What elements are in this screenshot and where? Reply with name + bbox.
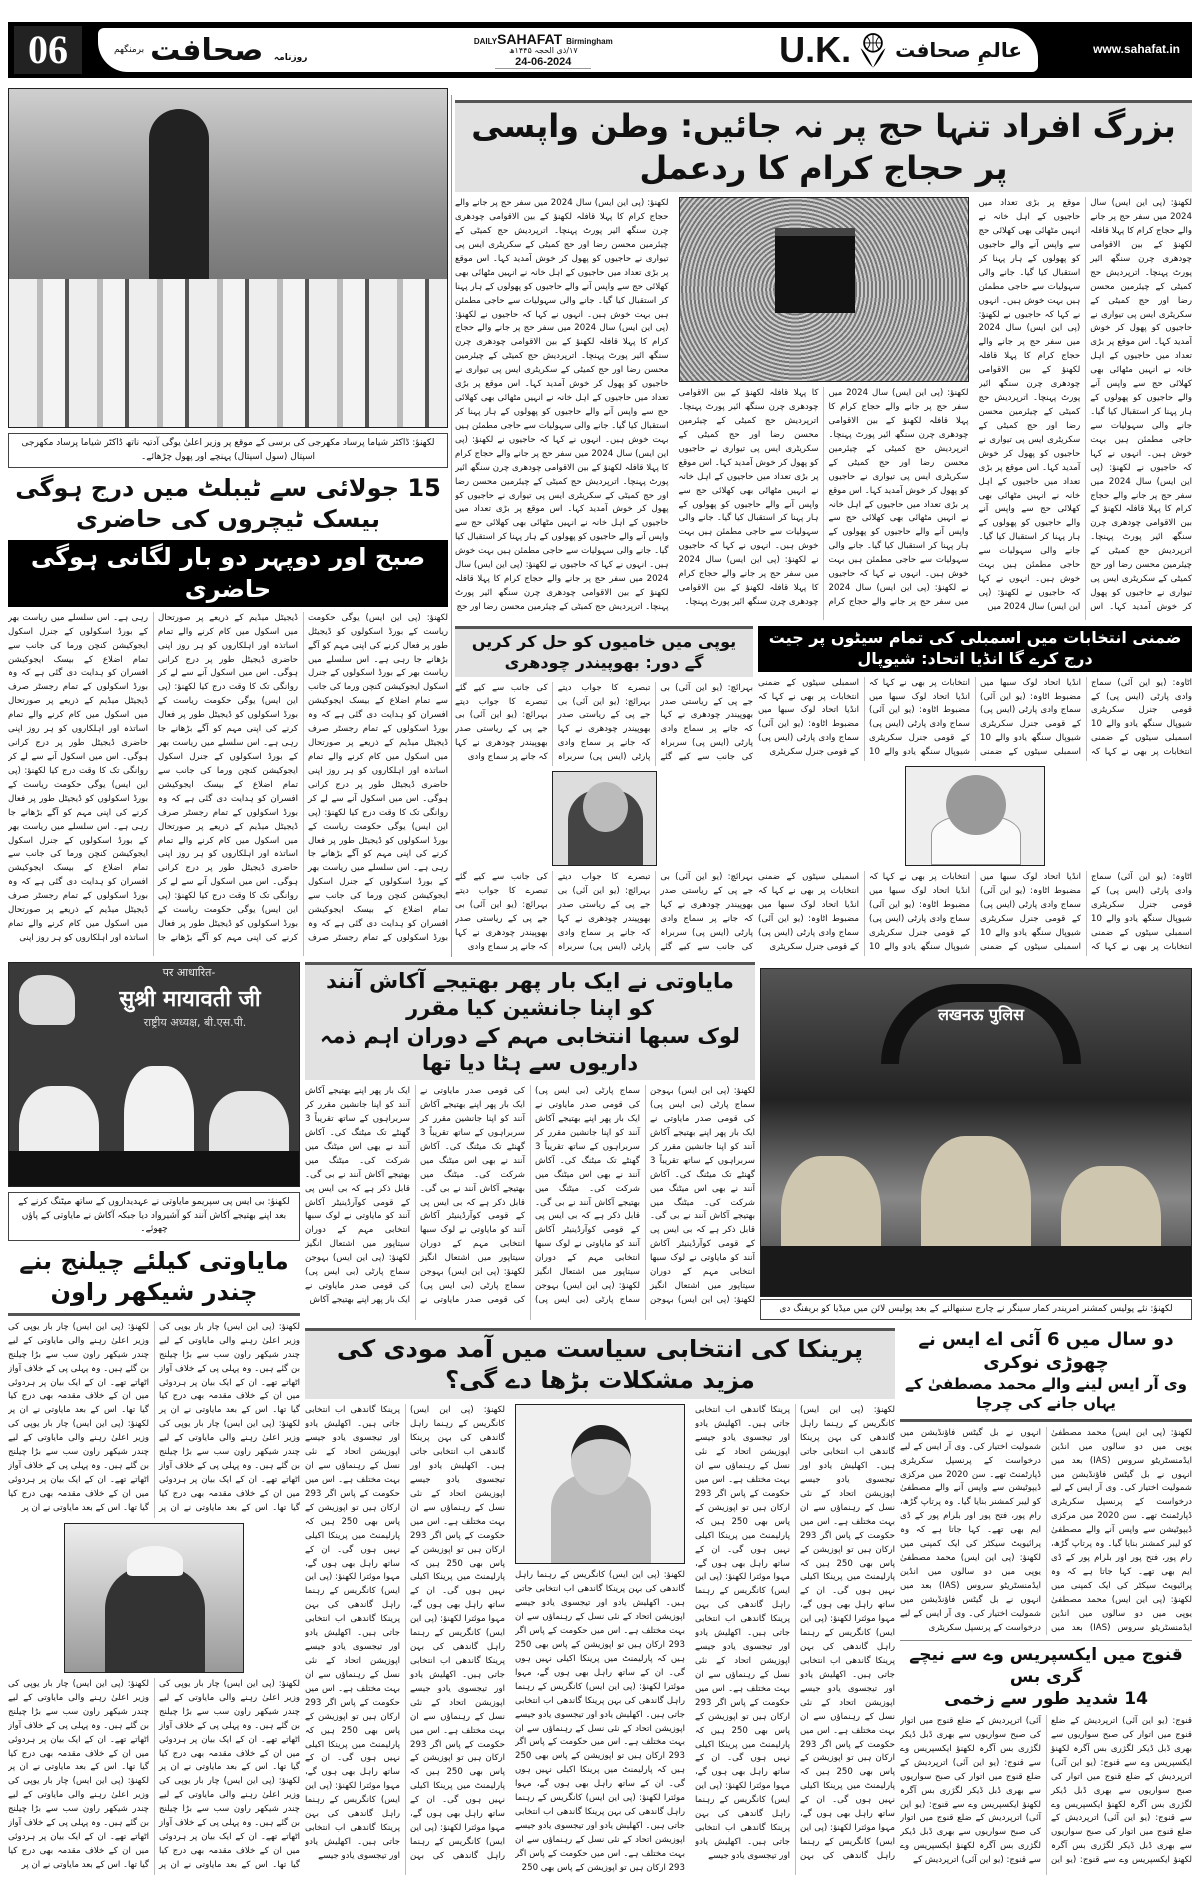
ias-headline-line2: وی آر ایس لینے والے محمد مصطفیٰ کے یہاں جانے کی چرچا	[905, 1374, 1187, 1413]
statue-tribute-photo	[8, 88, 448, 428]
banner-text-2: सुश्री मायावती जी	[119, 987, 261, 1012]
mayawati-photo-caption: لکھنؤ: بی ایس پی سپریمو مایاوتی نے عہدیداروں کے ساتھ میٹنگ کرنے کے بعد اپنے بھتیجے آکاش آنند کو آشیرواد دیا جبکہ آکاش نے مایاوتی کے پاؤں چھوئے۔	[8, 1192, 300, 1241]
ias-kannauj-section	[900, 1328, 1192, 1875]
mayawati-meeting-photo	[8, 962, 300, 1187]
police-sign-text: लखनऊ पुलिस	[938, 1005, 1024, 1024]
police-briefing-photo	[760, 968, 1192, 1297]
website-link[interactable]: www.sahafat.in	[1093, 42, 1180, 56]
paper-prefix: روزنامہ	[273, 52, 308, 63]
column-divider	[451, 95, 452, 957]
kannauj-headline-line1: قنوج میں ایکسپریس وے سے نیچے گری بس	[909, 1644, 1183, 1687]
mayawati-headline	[305, 962, 755, 1080]
ias-headline	[900, 1328, 1192, 1414]
bhupendra-article-body-continued: بہرائچ: (یو این آئی) بی جے پی کے ریاستی صدر بھوپیندر چودھری نے کہا کہ جانے پر سماج وادی پارٹی (ایس پی) سربراہ کی جانب سے کیے گئے تبصرے کا جواب دیتے بہرائچ: (یو این آئی) بی جے پی کے ریاستی صدر بھوپیندر چودھری نے کہا کہ جانے پر سماج وادی پارٹی (ایس پی) سربراہ کی جانب سے کیے گئے تبصرے کا جواب دیتے بہرائچ: (یو این آئی) بی جے پی کے ریاستی صدر بھوپیندر چودھری نے کہا کہ جانے پر سماج وادی	[455, 872, 753, 952]
haj-article-body: لکھنؤ: (پی این ایس) سال 2024 میں سفر حج پر جانے والے حجاج کرام کا پہلا قافلہ لکھنؤ کے بین الاقوامی چودھری چرن سنگھ ائیر پورٹ پہنچا۔ اترپردیش حج کمیٹی کے چیئرمین محسن رضا اور حج کمیٹی کے سکریٹری ایس پی تیواری نے حاجیوں کو پھول کر خوش آمدید کہا۔ اس موقع پر بڑی تعداد میں حاجیوں کے اہل خانہ نے انہیں مٹھائی بھی کھلائی حج سے واپس آنے والے حاجیوں کو پھولوں کے ہار پہنا کر استقبال کیا گیا۔ جانے والی سہولیات سے حاجی مطمئن ہیں بہت خوش ہیں۔ انہوں نے کہا کہ حاجیوں نے لکھنؤ: (پی این ایس) سال 2024 میں سفر حج پر جانے والے حجاج کرام کا پہلا قافلہ لکھنؤ کے بین الاقوامی چودھری چرن سنگھ ائیر پورٹ پہنچا۔ اترپردیش حج کمیٹی کے چیئرمین محسن رضا اور حج کمیٹی کے سکریٹری ایس پی تیواری نے حاجیوں کو پھول کر خوش آمدید کہا۔ اس موقع پر بڑی تعداد میں حاجیوں کے اہل خانہ نے انہیں مٹھائی بھی کھلائی حج سے واپس آنے والے حاجیوں کو پھولوں کے ہار پہنا کر استقبال کیا گیا۔ جانے والی سہولیات سے حاجی مطمئن ہیں بہت خوش ہیں۔ انہوں نے کہا کہ حاجیوں نے لکھنؤ: (پی این ایس) سال 2024 میں سفر حج پر جانے والے حجاج کرام کا پہلا قافلہ لکھنؤ کے بین الاقوامی چودھری چرن سنگھ ائیر پورٹ پہنچا۔ اترپردیش حج کمیٹی کے چیئرمین محسن رضا اور حج کمیٹی کے سکریٹری ایس پی تیواری نے حاجیوں کو پھول کر خوش آمدید کہا۔ اس موقع پر بڑی تعداد میں حاجیوں کے اہل خانہ نے انہیں مٹھائی بھی کھلائی حج سے واپس آنے والے حاجیوں کو پھولوں کے ہار پہنا کر استقبال کیا گیا۔ جانے والی سہولیات سے حاجی مطمئن ہیں بہت خوش ہیں۔ انہوں نے کہا کہ حاجیوں نے لکھنؤ: (پی این ایس) سال 2024 میں	[978, 198, 1192, 612]
paper-name-text: صحافت	[150, 32, 264, 68]
date-block	[474, 31, 613, 69]
masthead	[8, 22, 1192, 78]
haj-headline: بزرگ افراد تنہا حج پر نہ جائیں: وطن واپسی پر حجاج کرام کا ردعمل	[455, 100, 1192, 192]
bhupendra-section	[455, 626, 753, 956]
brand-name: عالمِ صحافت	[895, 38, 1022, 62]
teachers-headline: 15 جولائی سے ٹیبلٹ میں درج ہوگی بیسک ٹیچروں کی حاضری	[15, 474, 441, 534]
haj-body-row	[455, 197, 1192, 620]
shivpal-article-body-continued: اٹاوہ: (یو این آئی) سماج وادی پارٹی (ایس پی) کے قومی جنرل سکریٹری شیوپال سنگھ یادو والے 10 اسمبلی سیٹوں کے ضمنی انتخابات پر بھی نے کہا کہ انڈیا اتحاد لوک سبھا میں مضبوط اٹاوہ: (یو این آئی) سماج وادی پارٹی (ایس پی) کے قومی جنرل سکریٹری شیوپال سنگھ یادو والے 10 اسمبلی سیٹوں کے ضمنی انتخابات پر بھی نے کہا کہ انڈیا اتحاد لوک سبھا میں مضبوط اٹاوہ: (یو این آئی) سماج وادی پارٹی (ایس پی) کے قومی جنرل سکریٹری شیوپال سنگھ یادو والے 10 اسمبلی سیٹوں کے ضمنی انتخابات پر بھی نے کہا کہ انڈیا اتحاد لوک سبھا میں مضبوط اٹاوہ: (یو این آئی) سماج وادی پارٹی (ایس پی) کے قومی جنرل سکریٹری	[758, 872, 1192, 952]
mayawati-headline-line1: مایاوتی نے ایک بار پھر بھتیجے آکاش آنند کو اپنا جانشین کیا مقرر	[326, 969, 734, 1021]
chandrashekhar-article-body-continued: لکھنؤ: (پی این ایس) چار بار یوپی کی وزیر اعلیٰ رہنے والی مایاوتی کے لیے چندر شیکھر راون سب سے بڑا چیلنج بن گئے ہیں۔ وہ پہلی پی کے خلاف آواز اٹھاتے تھے۔ ان کے ایک بیان پر ہردوئی میں ان کے خلاف مقدمہ بھی درج کیا گیا تھا۔ اس کے بعد مایاوتی نے ان پر لکھنؤ: (پی این ایس) چار بار یوپی کی وزیر اعلیٰ رہنے والی مایاوتی کے لیے چندر شیکھر راون سب سے بڑا چیلنج بن گئے ہیں۔ وہ پہلی پی کے خلاف آواز اٹھاتے تھے۔ ان کے ایک بیان پر ہردوئی میں ان کے خلاف مقدمہ بھی درج کیا گیا تھا۔ اس کے بعد مایاوتی نے ان پر لکھنؤ: (پی این ایس) چار بار یوپی کی وزیر اعلیٰ رہنے والی مایاوتی کے لیے چندر شیکھر راون سب سے بڑا چیلنج بن گئے ہیں۔ وہ پہلی پی کے خلاف آواز اٹھاتے تھے۔ ان کے ایک بیان پر ہردوئی میں ان کے خلاف مقدمہ بھی درج کیا گیا تھا۔ اس کے بعد مایاوتی نے ان پر لکھنؤ: (پی این ایس) چار بار یوپی کی وزیر اعلیٰ رہنے والی مایاوتی کے لیے چندر شیکھر راون سب سے بڑا چیلنج بن گئے ہیں۔ وہ پہلی پی کے خلاف آواز اٹھاتے تھے۔ ان کے ایک بیان پر ہردوئی میں ان کے خلاف مقدمہ بھی درج کیا گیا تھا۔ اس کے بعد مایاوتی نے ان پر	[8, 1678, 300, 1870]
chandrashekhar-headline: مایاوتی کیلئے چیلنج بنے چندر شیکھر راون	[19, 1246, 289, 1306]
edition-label: U.K.	[779, 29, 852, 70]
priyanka-photo-column	[515, 1404, 685, 1875]
priyanka-section	[305, 1328, 895, 1875]
masthead-inner	[98, 28, 1038, 72]
left-top-column	[8, 88, 448, 956]
shivpal-section	[758, 626, 1192, 956]
divider	[900, 1419, 1192, 1422]
mayawati-section	[305, 962, 755, 1320]
bhupendra-photo	[552, 771, 657, 866]
left-bottom-column	[8, 962, 300, 1875]
bhupendra-headline: یوپی میں خامیوں کو حل کر کریں گے دور: بھوپیندر چودھری	[455, 626, 753, 677]
paper-title-group	[114, 33, 307, 68]
page-number: 06	[14, 26, 82, 74]
priyanka-body-row	[305, 1404, 895, 1875]
kannauj-article-body: قنوج: (یو این آئی) اترپردیش کے ضلع قنوج میں اتوار کی صبح سواریوں سے بھری ڈبل ڈیکر لگژری بس آگرہ لکھنؤ ایکسپریس وے سے قنوج: (یو این آئی) اترپردیش کے ضلع قنوج میں اتوار کی صبح سواریوں سے بھری ڈبل ڈیکر لگژری بس آگرہ لکھنؤ ایکسپریس وے سے قنوج: (یو این آئی) اترپردیش کے ضلع قنوج میں اتوار کی صبح سواریوں سے بھری ڈبل ڈیکر لگژری بس آگرہ لکھنؤ ایکسپریس وے سے قنوج: (یو این آئی) اترپردیش کے ضلع قنوج میں اتوار کی صبح سواریوں سے بھری ڈبل ڈیکر لگژری بس آگرہ لکھنؤ ایکسپریس وے سے قنوج: (یو این آئی) اترپردیش کے ضلع قنوج میں اتوار کی صبح سواریوں سے بھری ڈبل ڈیکر لگژری بس آگرہ لکھنؤ ایکسپریس وے سے قنوج: (یو این آئی) اترپردیش کے ضلع قنوج میں اتوار کی صبح سواریوں سے بھری ڈبل ڈیکر لگژری بس آگرہ لکھنؤ ایکسپریس وے سے قنوج: (یو این آئی) اترپردیش کے	[900, 1716, 1192, 1866]
mayawati-headline-line2: لوک سبھا انتخابی مہم کے دوران اہم ذمہ داریوں سے ہٹا دیا تھا	[320, 1023, 740, 1075]
priyanka-photo	[515, 1404, 685, 1564]
haj-article-body-continued: لکھنؤ: (پی این ایس) سال 2024 میں سفر حج پر جانے والے حجاج کرام کا پہلا قافلہ لکھنؤ کے بین الاقوامی چودھری چرن سنگھ ائیر پورٹ پہنچا۔ اترپردیش حج کمیٹی کے چیئرمین محسن رضا اور حج کمیٹی کے سکریٹری ایس پی تیواری نے حاجیوں کو پھول کر خوش آمدید کہا۔ اس موقع پر بڑی تعداد میں حاجیوں کے اہل خانہ نے انہیں مٹھائی بھی کھلائی حج سے واپس آنے والے حاجیوں کو پھولوں کے ہار پہنا کر استقبال کیا گیا۔ جانے والی سہولیات سے حاجی مطمئن ہیں بہت خوش ہیں۔ انہوں نے کہا کہ حاجیوں نے لکھنؤ: (پی این ایس) سال 2024 میں سفر حج پر جانے والے حجاج کرام کا پہلا قافلہ لکھنؤ کے بین الاقوامی چودھری چرن سنگھ ائیر پورٹ پہنچا۔ اترپردیش حج کمیٹی کے چیئرمین محسن رضا اور حج کمیٹی کے سکریٹری ایس پی تیواری نے حاجیوں کو پھول کر خوش آمدید کہا۔ اس موقع پر بڑی تعداد میں حاجیوں کے اہل خانہ نے انہیں مٹھائی بھی کھلائی حج سے واپس آنے والے حاجیوں کو پھولوں کے ہار پہنا کر استقبال کیا گیا۔ جانے والی سہولیات سے حاجی مطمئن ہیں بہت خوش ہیں۔ انہوں نے کہا کہ حاجیوں نے لکھنؤ: (پی این ایس) سال 2024 میں سفر حج پر جانے والے حجاج کرام کا پہلا قافلہ لکھنؤ کے بین الاقوامی چودھری چرن سنگھ ائیر پورٹ پہنچا۔	[678, 388, 969, 608]
chandrashekhar-article-body: لکھنؤ: (پی این ایس) چار بار یوپی کی وزیر اعلیٰ رہنے والی مایاوتی کے لیے چندر شیکھر راون سب سے بڑا چیلنج بن گئے ہیں۔ وہ پہلی پی کے خلاف آواز اٹھاتے تھے۔ ان کے ایک بیان پر ہردوئی میں ان کے خلاف مقدمہ بھی درج کیا گیا تھا۔ اس کے بعد مایاوتی نے ان پر لکھنؤ: (پی این ایس) چار بار یوپی کی وزیر اعلیٰ رہنے والی مایاوتی کے لیے چندر شیکھر راون سب سے بڑا چیلنج بن گئے ہیں۔ وہ پہلی پی کے خلاف آواز اٹھاتے تھے۔ ان کے ایک بیان پر ہردوئی میں ان کے خلاف مقدمہ بھی درج کیا گیا تھا۔ اس کے بعد مایاوتی نے ان پر لکھنؤ: (پی این ایس) چار بار یوپی کی وزیر اعلیٰ رہنے والی مایاوتی کے لیے چندر شیکھر راون سب سے بڑا چیلنج بن گئے ہیں۔ وہ پہلی پی کے خلاف آواز اٹھاتے تھے۔ ان کے ایک بیان پر ہردوئی میں ان کے خلاف مقدمہ بھی درج کیا گیا تھا۔ اس کے بعد مایاوتی نے ان پر لکھنؤ: (پی این ایس) چار بار یوپی کی وزیر اعلیٰ رہنے والی مایاوتی کے لیے چندر شیکھر راون سب سے بڑا چیلنج بن گئے ہیں۔ وہ پہلی پی کے خلاف آواز اٹھاتے تھے۔ ان کے ایک بیان پر ہردوئی میں ان کے خلاف مقدمہ بھی درج کیا گیا تھا۔ اس کے بعد مایاوتی نے ان پر	[8, 1321, 300, 1513]
shivpal-headline: ضمنی انتخابات میں اسمبلی کی تمام سیٹوں پر جیت درج کرے گا انڈیا اتحاد: شیوپال	[758, 626, 1192, 672]
bhupendra-article-body: بہرائچ: (یو این آئی) بی جے پی کے ریاستی صدر بھوپیندر چودھری نے کہا کہ جانے پر سماج وادی پارٹی (ایس پی) سربراہ کی جانب سے کیے گئے تبصرے کا جواب دیتے بہرائچ: (یو این آئی) بی جے پی کے ریاستی صدر بھوپیندر چودھری نے کہا کہ جانے پر سماج وادی پارٹی (ایس پی) سربراہ کی جانب سے کیے گئے تبصرے کا جواب دیتے بہرائچ: (یو این آئی) بی جے پی کے ریاستی صدر بھوپیندر چودھری نے کہا کہ جانے پر سماج وادی	[455, 682, 753, 763]
brand-group	[779, 29, 1022, 71]
kannauj-headline	[900, 1640, 1192, 1710]
police-section	[760, 968, 1192, 1320]
statue-photo-caption: لکھنؤ: ڈاکٹر شیاما پرساد مکھرجی کی برسی کے موقع پر وزیر اعلیٰ یوگی آدتیہ ناتھ ڈاکٹر شیاما پرساد مکھرجی اسپتال (سول اسپتال) پہنچے اور پھول چڑھائے۔	[8, 433, 448, 468]
mayawati-article-body: لکھنؤ: (پی این ایس) بہوجن سماج پارٹی (بی ایس پی) کی قومی صدر مایاوتی نے ایک بار پھر اپنے بھتیجے آکاش آنند کو اپنا جانشین مقرر کر سربراہوں کے ساتھ تقریباً 3 گھنٹے تک میٹنگ کی۔ آکاش آنند نے بھی اس میٹنگ میں شرکت کی۔ میٹنگ میں بھتیجے آکاش آنند نے بی گی۔ قابل ذکر ہے کہ بی ایس پی کے قومی کوآرڈینیٹر آکاش آنند کو مایاوتی نے لوک سبھا انتخابی مہم کے دوران سیتاپور میں اشتعال انگیز لکھنؤ: (پی این ایس) بہوجن سماج پارٹی (بی ایس پی) کی قومی صدر مایاوتی نے ایک بار پھر اپنے بھتیجے آکاش آنند کو اپنا جانشین مقرر کر سربراہوں کے ساتھ تقریباً 3 گھنٹے تک میٹنگ کی۔ آکاش آنند نے بھی اس میٹنگ میں شرکت کی۔ میٹنگ میں بھتیجے آکاش آنند نے بی گی۔ قابل ذکر ہے کہ بی ایس پی کے قومی کوآرڈینیٹر آکاش آنند کو مایاوتی نے لوک سبھا انتخابی مہم کے دوران سیتاپور میں اشتعال انگیز لکھنؤ: (پی این ایس) بہوجن سماج پارٹی (بی ایس پی) کی قومی صدر مایاوتی نے ایک بار پھر اپنے بھتیجے آکاش آنند کو اپنا جانشین مقرر کر سربراہوں کے ساتھ تقریباً 3 گھنٹے تک میٹنگ کی۔ آکاش آنند نے بھی اس میٹنگ میں شرکت کی۔ میٹنگ میں بھتیجے آکاش آنند نے بی گی۔ قابل ذکر ہے کہ بی ایس پی کے قومی کوآرڈینیٹر آکاش آنند کو مایاوتی نے لوک سبھا انتخابی مہم کے دوران سیتاپور میں اشتعال انگیز لکھنؤ: (پی این ایس) بہوجن سماج پارٹی (بی ایس پی) کی قومی صدر مایاوتی نے ایک بار پھر اپنے بھتیجے آکاش آنند کو اپنا جانشین مقرر کر سربراہوں کے ساتھ تقریباً 3 گھنٹے تک میٹنگ کی۔ آکاش آنند نے بھی اس میٹنگ میں شرکت کی۔ میٹنگ میں بھتیجے آکاش آنند نے بی گی۔ قابل ذکر ہے کہ بی ایس پی کے قومی کوآرڈینیٹر آکاش آنند کو مایاوتی نے لوک سبھا انتخابی مہم کے دوران سیتاپور میں اشتعال انگیز لکھنؤ: (پی این ایس) بہوجن سماج پارٹی (بی ایس پی) کی قومی صدر مایاوتی نے ایک بار پھر اپنے بھتیجے آکاش	[305, 1086, 755, 1306]
globe-logo-icon	[857, 30, 889, 70]
daily-label: DAILY	[473, 37, 498, 47]
haj-photo-column	[679, 197, 969, 620]
issue-date: 24-06-2024	[495, 56, 591, 69]
police-photo-caption: لکھنؤ: نئے پولیس کمشنر امریندر کمار سینگر نے چارج سنبھالنے کے بعد پولیس لائن میں میڈیا کو بریفنگ دی	[760, 1299, 1192, 1321]
shivpal-article-body: اٹاوہ: (یو این آئی) سماج وادی پارٹی (ایس پی) کے قومی جنرل سکریٹری شیوپال سنگھ یادو والے 10 اسمبلی سیٹوں کے ضمنی انتخابات پر بھی نے کہا کہ انڈیا اتحاد لوک سبھا میں مضبوط اٹاوہ: (یو این آئی) سماج وادی پارٹی (ایس پی) کے قومی جنرل سکریٹری شیوپال سنگھ یادو والے 10 اسمبلی سیٹوں کے ضمنی انتخابات پر بھی نے کہا کہ انڈیا اتحاد لوک سبھا میں مضبوط اٹاوہ: (یو این آئی) سماج وادی پارٹی (ایس پی) کے قومی جنرل سکریٹری شیوپال سنگھ یادو والے 10 اسمبلی سیٹوں کے ضمنی انتخابات پر بھی نے کہا کہ انڈیا اتحاد لوک سبھا میں مضبوط اٹاوہ: (یو این آئی) سماج وادی پارٹی (ایس پی) کے قومی جنرل سکریٹری	[758, 677, 1192, 758]
hijri-date: ۱۷/ذی الحجہ ۱۴۴۵ھ	[508, 46, 578, 56]
paper-city: برمنگھم	[114, 45, 145, 55]
daily-logo	[474, 31, 613, 47]
kannauj-headline-line2: 14 شدید طور سے زخمی	[944, 1688, 1148, 1709]
banner-text-1: पर आधारित-	[162, 966, 216, 979]
paper-name	[150, 33, 307, 68]
kaaba-photo	[679, 197, 969, 382]
priyanka-headline: پرینکا کی انتخابی سیاست میں آمد مودی کی مزید مشکلات بڑھا دے گی؟	[305, 1328, 895, 1399]
shivpal-photo	[905, 766, 1045, 866]
priyanka-article-body-continued: لکھنؤ: (پی این ایس) کانگریس کے رہنما راہل گاندھی کی بہن پرینکا گاندھی اب انتخابی جاتی ہیں۔ اکھلیش یادو اور تیجسوی یادو جیسے اپوزیشن اتحاد کے نئی نسل کے رہنماؤں سے ان بہت مختلف ہے۔ اس میں حکومت کے پاس اگر 293 ارکان ہیں تو اپوزیشن کے پاس بھی 250 ہیں کہ پارلیمنٹ میں پرینکا اکیلی نہیں ہوں گی۔ ان کے ساتھ راہل بھی ہوں گے، مہوا موئترا لکھنؤ: (پی این ایس) کانگریس کے رہنما راہل گاندھی کی بہن پرینکا گاندھی اب انتخابی جاتی ہیں۔ اکھلیش یادو اور تیجسوی یادو جیسے اپوزیشن اتحاد کے نئی نسل کے رہنماؤں سے ان بہت مختلف ہے۔ اس میں حکومت کے پاس اگر 293 ارکان ہیں تو اپوزیشن کے پاس بھی 250 ہیں کہ پارلیمنٹ میں پرینکا اکیلی نہیں ہوں گی۔ ان کے ساتھ راہل بھی ہوں گے، مہوا موئترا لکھنؤ: (پی این ایس) کانگریس کے رہنما راہل گاندھی کی بہن پرینکا گاندھی اب انتخابی جاتی ہیں۔ اکھلیش یادو اور تیجسوی یادو جیسے اپوزیشن اتحاد کے نئی نسل کے رہنماؤں سے ان بہت مختلف ہے۔ اس میں حکومت کے پاس اگر 293 ارکان ہیں تو اپوزیشن کے پاس بھی 250	[515, 1570, 685, 1873]
priyanka-article-body: لکھنؤ: (پی این ایس) کانگریس کے رہنما راہل گاندھی کی بہن پرینکا گاندھی اب انتخابی جاتی ہیں۔ اکھلیش یادو اور تیجسوی یادو جیسے اپوزیشن اتحاد کے نئی نسل کے رہنماؤں سے ان بہت مختلف ہے۔ اس میں حکومت کے پاس اگر 293 ارکان ہیں تو اپوزیشن کے پاس بھی 250 ہیں کہ پارلیمنٹ میں پرینکا اکیلی نہیں ہوں گی۔ ان کے ساتھ راہل بھی ہوں گے، مہوا موئترا لکھنؤ: (پی این ایس) کانگریس کے رہنما راہل گاندھی کی بہن پرینکا گاندھی اب انتخابی جاتی ہیں۔ اکھلیش یادو اور تیجسوی یادو جیسے اپوزیشن اتحاد کے نئی نسل کے رہنماؤں سے ان بہت مختلف ہے۔ اس میں حکومت کے پاس اگر 293 ارکان ہیں تو اپوزیشن کے پاس بھی 250 ہیں کہ پارلیمنٹ میں پرینکا اکیلی نہیں ہوں گی۔ ان کے ساتھ راہل بھی ہوں گے، مہوا موئترا لکھنؤ: (پی این ایس) کانگریس کے رہنما راہل گاندھی کی بہن پرینکا گاندھی اب انتخابی جاتی ہیں۔ اکھلیش یادو اور تیجسوی یادو جیسے اپوزیشن اتحاد کے نئی نسل کے رہنماؤں سے ان بہت مختلف ہے۔ اس میں حکومت کے پاس اگر 293 ارکان ہیں تو اپوزیشن کے پاس بھی 250 ہیں کہ پارلیمنٹ میں پرینکا اکیلی نہیں ہوں گی۔ ان کے ساتھ راہل بھی ہوں گے، مہوا موئترا لکھنؤ: (پی این ایس) کانگریس کے رہنما راہل گاندھی کی بہن پرینکا گاندھی اب انتخابی جاتی ہیں۔ اکھلیش یادو اور تیجسوی یادو جیسے اپوزیشن اتحاد کے نئی نسل کے رہنماؤں سے ان بہت مختلف ہے۔ اس میں حکومت کے پاس اگر 293 ارکان ہیں تو اپوزیشن کے پاس بھی 250 ہیں کہ پارلیمنٹ میں پرینکا اکیلی نہیں ہوں گی۔ ان کے ساتھ راہل بھی ہوں گے، مہوا موئترا لکھنؤ: (پی این ایس) کانگریس کے رہنما راہل گاندھی کی بہن پرینکا گاندھی اب انتخابی جاتی ہیں۔ اکھلیش یادو اور تیجسوی یادو جیسے	[695, 1405, 895, 1861]
haj-article-body-end: لکھنؤ: (پی این ایس) سال 2024 میں سفر حج پر جانے والے حجاج کرام کا پہلا قافلہ لکھنؤ کے بین الاقوامی چودھری چرن سنگھ ائیر پورٹ پہنچا۔ اترپردیش حج کمیٹی کے چیئرمین محسن رضا اور حج کمیٹی کے سکریٹری ایس پی تیواری نے حاجیوں کو پھول کر خوش آمدید کہا۔ اس موقع پر بڑی تعداد میں حاجیوں کے اہل خانہ نے انہیں مٹھائی بھی کھلائی حج سے واپس آنے والے حاجیوں کو پھولوں کے ہار پہنا کر استقبال کیا گیا۔ جانے والی سہولیات سے حاجی مطمئن ہیں بہت خوش ہیں۔ انہوں نے کہا کہ حاجیوں نے لکھنؤ: (پی این ایس) سال 2024 میں سفر حج پر جانے والے حجاج کرام کا پہلا قافلہ لکھنؤ کے بین الاقوامی چودھری چرن سنگھ ائیر پورٹ پہنچا۔ اترپردیش حج کمیٹی کے چیئرمین محسن رضا اور حج کمیٹی کے سکریٹری ایس پی تیواری نے حاجیوں کو پھول کر خوش آمدید کہا۔ اس موقع پر بڑی تعداد میں حاجیوں کے اہل خانہ نے انہیں مٹھائی بھی کھلائی حج سے واپس آنے والے حاجیوں کو پھولوں کے ہار پہنا کر استقبال کیا گیا۔ جانے والی سہولیات سے حاجی مطمئن ہیں بہت خوش ہیں۔ انہوں نے کہا کہ حاجیوں نے لکھنؤ: (پی این ایس) سال 2024 میں سفر حج پر جانے والے حجاج کرام کا پہلا قافلہ لکھنؤ کے بین الاقوامی چودھری چرن سنگھ ائیر پورٹ پہنچا۔ اترپردیش حج کمیٹی کے چیئرمین محسن رضا اور حج کمیٹی کے سکریٹری ایس پی تیواری نے حاجیوں کو پھول کر خوش آمدید کہا۔ اس موقع پر بڑی تعداد میں حاجیوں کے اہل خانہ نے انہیں مٹھائی بھی کھلائی حج سے واپس آنے والے حاجیوں کو پھولوں کے ہار پہنا کر استقبال کیا گیا۔ جانے والی سہولیات سے حاجی مطمئن ہیں بہت خوش ہیں۔ انہوں نے کہا کہ حاجیوں نے لکھنؤ: (پی این ایس) سال 2024 میں سفر حج پر جانے والے حجاج کرام کا پہلا قافلہ لکھنؤ کے بین الاقوامی چودھری چرن سنگھ ائیر پورٹ پہنچا۔ اترپردیش حج کمیٹی کے چیئرمین محسن رضا اور حج	[455, 198, 669, 612]
ias-headline-line1: دو سال میں 6 آئی اے ایس نے چھوڑی نوکری	[918, 1329, 1174, 1374]
divider	[8, 1313, 300, 1316]
daily-name: SAHAFAT	[497, 31, 563, 48]
chandrashekhar-photo	[64, 1523, 244, 1673]
teachers-subheadline: صبح اور دوپہر دو بار لگانی ہوگی حاضری	[8, 540, 448, 606]
daily-city: Birmingham	[566, 37, 613, 47]
haj-section	[455, 100, 1192, 620]
teachers-article-body: لکھنؤ: (پی این ایس) یوگی حکومت ریاست کے بورڈ اسکولوں کو ڈیجیٹل طور پر فعال کرنے کی اپنی مہم کو آگے بڑھانے جا رہی ہے۔ اس سلسلے میں ریاست بھر کے بورڈ اسکولوں کے جنرل اسکول ایجوکیشن کنچن ورما کی جانب سے تمام اضلاع کے بیسک ایجوکیشن افسران کو ہدایت دی گئی ہے کہ وہ بورڈ اسکولوں کے تمام رجسٹر صرف ڈیجیٹل میڈیم کے ذریعے پر صورتحال میں اسکول میں کام کرنے والے تمام اساتذہ اور اہلکاروں کو ہر روز اپنی حاضری ڈیجیٹل طور پر درج کرانی ہوگی۔ اس میں اسکول آنے سے لے کر روانگی تک کا وقت درج کیا لکھنؤ: (پی این ایس) یوگی حکومت ریاست کے بورڈ اسکولوں کو ڈیجیٹل طور پر فعال کرنے کی اپنی مہم کو آگے بڑھانے جا رہی ہے۔ اس سلسلے میں ریاست بھر کے بورڈ اسکولوں کے جنرل اسکول ایجوکیشن کنچن ورما کی جانب سے تمام اضلاع کے بیسک ایجوکیشن افسران کو ہدایت دی گئی ہے کہ وہ بورڈ اسکولوں کے تمام رجسٹر صرف ڈیجیٹل میڈیم کے ذریعے پر صورتحال میں اسکول میں کام کرنے والے تمام اساتذہ اور اہلکاروں کو ہر روز اپنی حاضری ڈیجیٹل طور پر درج کرانی ہوگی۔ اس میں اسکول آنے سے لے کر روانگی تک کا وقت درج کیا لکھنؤ: (پی این ایس) یوگی حکومت ریاست کے بورڈ اسکولوں کو ڈیجیٹل طور پر فعال کرنے کی اپنی مہم کو آگے بڑھانے جا رہی ہے۔ اس سلسلے میں ریاست بھر کے بورڈ اسکولوں کے جنرل اسکول ایجوکیشن کنچن ورما کی جانب سے تمام اضلاع کے بیسک ایجوکیشن افسران کو ہدایت دی گئی ہے کہ وہ بورڈ اسکولوں کے تمام رجسٹر صرف ڈیجیٹل میڈیم کے ذریعے پر صورتحال میں اسکول میں کام کرنے والے تمام اساتذہ اور اہلکاروں کو ہر روز اپنی حاضری ڈیجیٹل طور پر درج کرانی ہوگی۔ اس میں اسکول آنے سے لے کر روانگی تک کا وقت درج کیا لکھنؤ: (پی این ایس) یوگی حکومت ریاست کے بورڈ اسکولوں کو ڈیجیٹل طور پر فعال کرنے کی اپنی مہم کو آگے بڑھانے جا رہی ہے۔ اس سلسلے میں ریاست بھر کے بورڈ اسکولوں کے جنرل اسکول ایجوکیشن کنچن ورما کی جانب سے تمام اضلاع کے بیسک ایجوکیشن افسران کو ہدایت دی گئی ہے کہ وہ بورڈ اسکولوں کے تمام رجسٹر صرف ڈیجیٹل میڈیم کے ذریعے پر صورتحال میں اسکول میں کام کرنے والے تمام اساتذہ اور اہلکاروں کو ہر روز اپنی حاضری ڈیجیٹل طور پر درج کرانی ہوگی۔ اس میں اسکول آنے سے لے کر روانگی تک کا وقت درج کیا لکھنؤ: (پی این ایس) یوگی حکومت ریاست کے بورڈ اسکولوں کو ڈیجیٹل طور پر فعال کرنے کی اپنی مہم کو آگے بڑھانے جا رہی ہے۔ اس سلسلے میں ریاست بھر کے بورڈ اسکولوں کے جنرل اسکول ایجوکیشن کنچن ورما کی جانب سے تمام اضلاع کے بیسک ایجوکیشن افسران کو ہدایت دی گئی ہے کہ وہ بورڈ اسکولوں کے تمام رجسٹر صرف ڈیجیٹل میڈیم کے ذریعے پر صورتحال میں اسکول میں کام کرنے والے تمام اساتذہ اور اہلکاروں کو ہر روز اپنی	[8, 612, 448, 943]
elephant-icon	[19, 975, 75, 1025]
ias-article-body: لکھنؤ: (پی این ایس) محمد مصطفیٰ یوپی میں دو سالوں میں انڈین ایڈمنسٹریٹو سروس (IAS) بعد میں انہوں نے بل گیٹس فاؤنڈیشن میں شمولیت اختیار کی۔ وی آر ایس کے لیے درخواست کے پرنسپل سکریٹری ڈپارٹمنٹ تھے۔ سن 2020 میں مرکزی ڈیپوٹیشن سے واپس آنے والے مصطفیٰ کو لیبر کمشنر بنایا گیا۔ وہ پرتاپ گڑھ، رام پور، فتح پور اور بلرام پور کے ڈی ایم بھی تھے۔ کہا جاتا ہے کہ وہ پرائیویٹ سیکٹر کی ایک کمپنی میں لکھنؤ: (پی این ایس) محمد مصطفیٰ یوپی میں دو سالوں میں انڈین ایڈمنسٹریٹو سروس (IAS) بعد میں انہوں نے بل گیٹس فاؤنڈیشن میں شمولیت اختیار کی۔ وی آر ایس کے لیے درخواست کے پرنسپل سکریٹری ڈپارٹمنٹ تھے۔ سن 2020 میں مرکزی ڈیپوٹیشن سے واپس آنے والے مصطفیٰ کو لیبر کمشنر بنایا گیا۔ وہ پرتاپ گڑھ، رام پور، فتح پور اور بلرام پور کے ڈی ایم بھی تھے۔ کہا جاتا ہے کہ وہ پرائیویٹ سیکٹر کی ایک کمپنی میں لکھنؤ: (پی این ایس) محمد مصطفیٰ یوپی میں دو سالوں میں انڈین ایڈمنسٹریٹو سروس (IAS) بعد میں انہوں نے بل گیٹس فاؤنڈیشن میں شمولیت اختیار کی۔ وی آر ایس کے لیے درخواست کے پرنسپل سکریٹری	[900, 1427, 1192, 1633]
banner-text-3: राष्ट्रीय अध्यक्ष, बी.एस.पी.	[143, 1016, 247, 1029]
priyanka-article-body-end: لکھنؤ: (پی این ایس) کانگریس کے رہنما راہل گاندھی کی بہن پرینکا گاندھی اب انتخابی جاتی ہیں۔ اکھلیش یادو اور تیجسوی یادو جیسے اپوزیشن اتحاد کے نئی نسل کے رہنماؤں سے ان بہت مختلف ہے۔ اس میں حکومت کے پاس اگر 293 ارکان ہیں تو اپوزیشن کے پاس بھی 250 ہیں کہ پارلیمنٹ میں پرینکا اکیلی نہیں ہوں گی۔ ان کے ساتھ راہل بھی ہوں گے، مہوا موئترا لکھنؤ: (پی این ایس) کانگریس کے رہنما راہل گاندھی کی بہن پرینکا گاندھی اب انتخابی جاتی ہیں۔ اکھلیش یادو اور تیجسوی یادو جیسے اپوزیشن اتحاد کے نئی نسل کے رہنماؤں سے ان بہت مختلف ہے۔ اس میں حکومت کے پاس اگر 293 ارکان ہیں تو اپوزیشن کے پاس بھی 250 ہیں کہ پارلیمنٹ میں پرینکا اکیلی نہیں ہوں گی۔ ان کے ساتھ راہل بھی ہوں گے، مہوا موئترا لکھنؤ: (پی این ایس) کانگریس کے رہنما راہل گاندھی کی بہن پرینکا گاندھی اب انتخابی جاتی ہیں۔ اکھلیش یادو اور تیجسوی یادو جیسے اپوزیشن اتحاد کے نئی نسل کے رہنماؤں سے ان بہت مختلف ہے۔ اس میں حکومت کے پاس اگر 293 ارکان ہیں تو اپوزیشن کے پاس بھی 250 ہیں کہ پارلیمنٹ میں پرینکا اکیلی نہیں ہوں گی۔ ان کے ساتھ راہل بھی ہوں گے، مہوا موئترا لکھنؤ: (پی این ایس) کانگریس کے رہنما راہل گاندھی کی بہن پرینکا گاندھی اب انتخابی جاتی ہیں۔ اکھلیش یادو اور تیجسوی یادو جیسے اپوزیشن اتحاد کے نئی نسل کے رہنماؤں سے ان بہت مختلف ہے۔ اس میں حکومت کے پاس اگر 293 ارکان ہیں تو اپوزیشن کے پاس بھی 250 ہیں کہ پارلیمنٹ میں پرینکا اکیلی نہیں ہوں گی۔ ان کے ساتھ راہل بھی ہوں گے، مہوا موئترا لکھنؤ: (پی این ایس) کانگریس کے رہنما راہل گاندھی کی بہن پرینکا گاندھی اب انتخابی جاتی ہیں۔ اکھلیش یادو اور تیجسوی یادو جیسے	[305, 1405, 505, 1861]
